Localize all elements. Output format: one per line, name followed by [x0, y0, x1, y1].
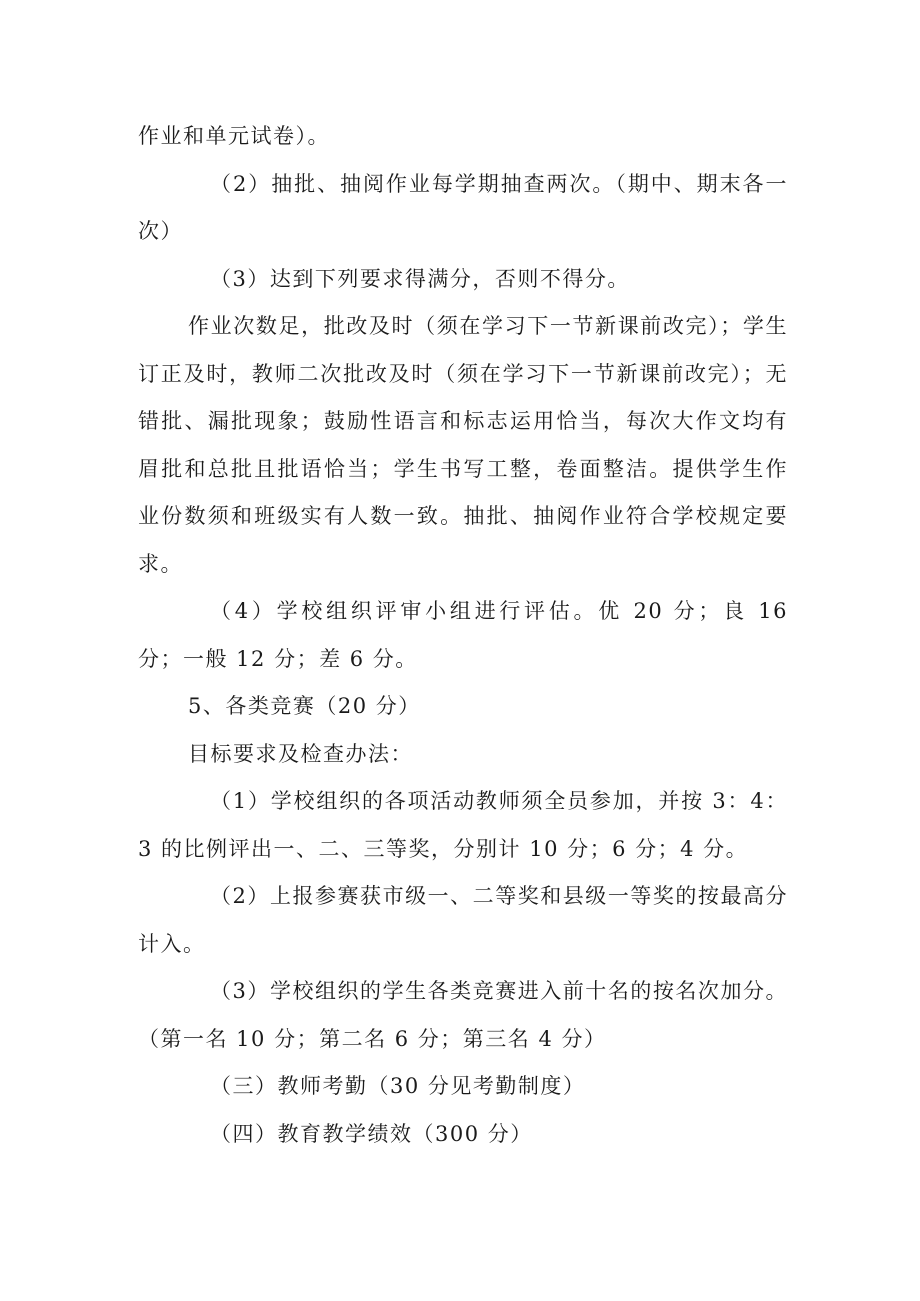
- section-heading-competitions: 5、各类竞赛（20 分）: [188, 694, 421, 718]
- paragraph-competition-item-3: （3）学校组织的学生各类竞赛进入前十名的按名次加分。（第一名 10 分；第二名 6 分；第三名 4 分）: [138, 979, 788, 1051]
- paragraph-competition-item-1: （1）学校组织的各项活动教师须全员参加，并按 3：4：3 的比例评出一、二、三等奖，分别计 10 分；6 分；4 分。: [138, 789, 788, 861]
- paragraph-item-4-evaluation: （4）学校组织评审小组进行评估。优 20 分；良 16 分；一般 12 分；差 6 分。: [138, 599, 788, 671]
- paragraph-target-method: 目标要求及检查办法：: [188, 741, 413, 766]
- section-heading-performance: （四）教育教学绩效（300 分）: [210, 1121, 533, 1146]
- section-heading-attendance: （三）教师考勤（30 分见考勤制度）: [210, 1074, 586, 1098]
- paragraph-homework-continuation: 作业和单元试卷）。: [138, 124, 330, 148]
- paragraph-item-3-requirements: （3）达到下列要求得满分，否则不得分。: [210, 266, 630, 291]
- document-body: [138, 113, 788, 1158]
- paragraph-competition-item-2: （2）上报参赛获市级一、二等奖和县级一等奖的按最高分计入。: [138, 884, 788, 956]
- paragraph-item-2-sampling: （2）抽批、抽阅作业每学期抽查两次。（期中、期末各一次）: [138, 171, 788, 243]
- paragraph-requirements-detail: 作业次数足，批改及时（须在学习下一节新课前改完）；学生订正及时，教师二次批改及时（须在学习下一节新课前改完）；无错批、漏批现象；鼓励性语言和标志运用恰当，每次大作文均有眉批和总批且批语恰当；学生书写工整，卷面整洁。提供学生作业份数须和班级实有人数一致。抽批、抽阅作业符合学校规定要求。: [138, 314, 788, 576]
